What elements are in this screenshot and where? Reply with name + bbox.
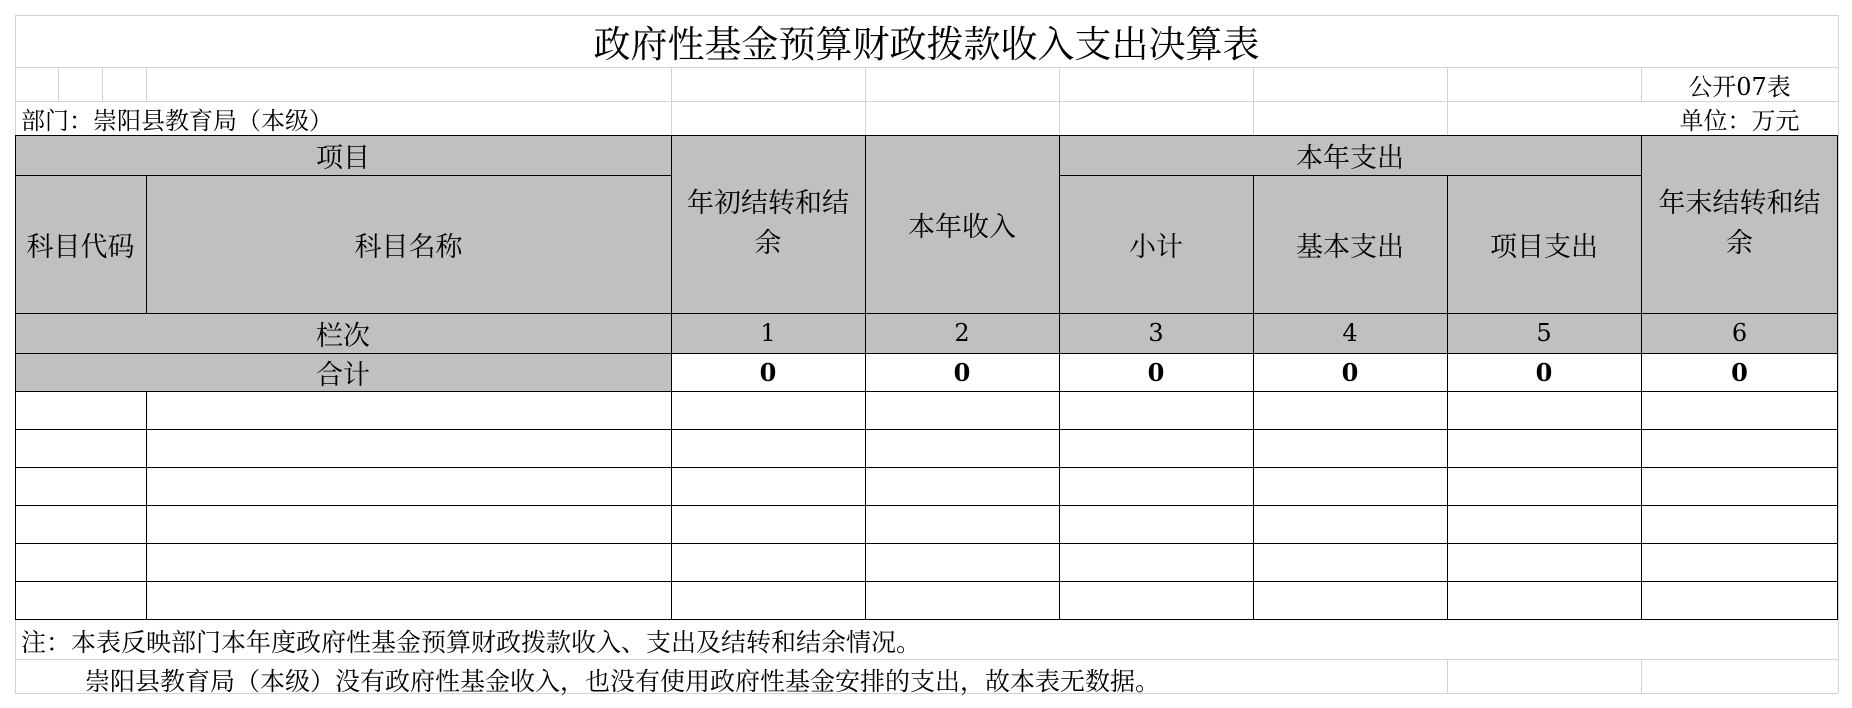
form-code: 公开07表 [1688,72,1791,101]
table-border [1059,135,1060,619]
grid-line [1253,67,1254,135]
grid-line [15,659,1838,660]
table-border [15,175,671,176]
table-border [15,313,1838,314]
table-border [15,135,16,619]
column-number: 6 [1731,319,1748,347]
header-subject-code: 科目代码 [26,231,135,263]
note-line-2: 崇阳县教育局（本级）没有政府性基金收入，也没有使用政府性基金安排的支出，故本表无数据。 [85,667,1161,696]
table-border [15,619,1838,620]
table-border [1447,175,1448,619]
table-border [15,391,1838,392]
table-border [15,543,1838,544]
table-border [1837,135,1838,619]
total-value: 0 [1535,357,1553,387]
table-border [15,135,1838,136]
grid-line [1059,67,1060,135]
column-index-label: 栏次 [316,320,370,352]
table-border [15,467,1838,468]
note-line-1: 注：本表反映部门本年度政府性基金预算财政拨款收入、支出及结转和结余情况。 [21,628,922,657]
total-value: 0 [1341,357,1359,387]
grid-line [58,67,59,101]
header-subject-name: 科目名称 [354,231,463,263]
department-label: 部门：崇阳县教育局（本级） [21,106,333,135]
header-project-expense: 项目支出 [1490,231,1598,263]
table-border [15,505,1838,506]
table-border [15,429,1838,430]
total-value: 0 [1147,357,1165,387]
header-opening-balance: 年初结转和结余 [687,188,849,259]
page-title: 政府性基金预算财政拨款收入支出决算表 [593,23,1260,66]
column-number: 1 [760,319,776,347]
table-border [865,135,866,619]
grid-line [865,67,866,135]
total-value: 0 [953,357,971,387]
spreadsheet [15,15,1838,696]
table-border [146,391,147,619]
header-current-expense: 本年支出 [1296,142,1404,174]
total-value: 0 [759,357,777,387]
unit-label: 单位：万元 [1679,106,1800,135]
grid-line [146,67,147,101]
header-closing-balance: 年末结转和结余 [1658,188,1821,259]
grid-line [1838,15,1839,693]
table-border [1059,175,1641,176]
header-subtotal: 小计 [1129,231,1183,263]
column-number: 3 [1148,319,1164,347]
table-border [146,175,147,313]
grid-line [1641,659,1642,693]
column-number: 2 [954,319,970,347]
column-number: 5 [1536,319,1552,347]
table-border [15,353,1838,354]
header-basic-expense: 基本支出 [1296,231,1404,263]
grid-line [671,67,672,135]
grid-line [102,67,103,101]
grid-line [1447,67,1448,135]
column-number: 4 [1342,319,1358,347]
table-border [1641,135,1642,619]
total-value: 0 [1731,357,1748,387]
header-project: 项目 [316,142,370,174]
grid-line [1447,659,1448,693]
header-current-income: 本年收入 [908,211,1016,243]
total-label: 合计 [316,359,370,391]
table-border [671,135,672,619]
table-border [15,581,1838,582]
table-border [1253,175,1254,619]
